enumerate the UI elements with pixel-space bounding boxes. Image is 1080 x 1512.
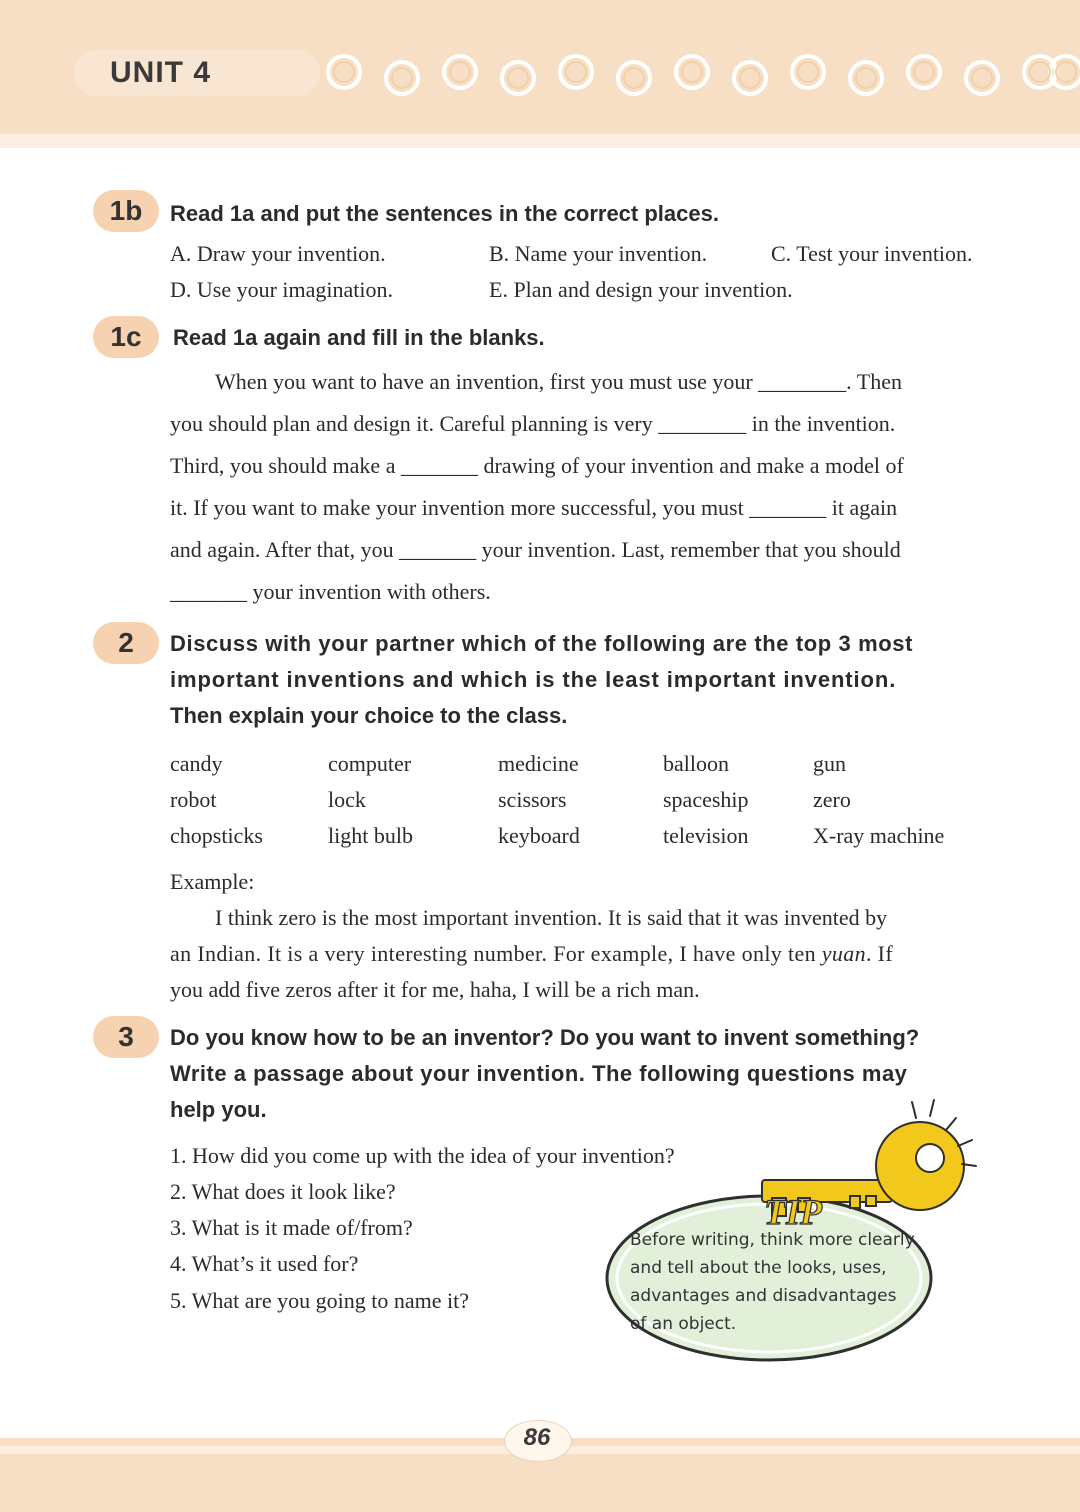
option-e: E. Plan and design your invention. [489, 277, 793, 302]
key-icon [752, 1096, 982, 1236]
question-item: 2. What does it look like? [170, 1179, 396, 1204]
word-item: scissors [498, 787, 567, 812]
word-item: spaceship [663, 787, 749, 812]
fill-blank-line: Third, you should make a _______ drawing of your invention and make a model of [170, 453, 904, 478]
example-line: an Indian. It is a very interesting number. For example, I have only ten yuan. If [170, 941, 894, 966]
question-item: 1. How did you come up with the idea of your invention? [170, 1143, 675, 1168]
question-item: 5. What are you going to name it? [170, 1288, 469, 1313]
word-item: balloon [663, 751, 729, 776]
example-line: you add five zeros after it for me, haha, I will be a rich man. [170, 977, 700, 1002]
section-1c-heading: Read 1a again and fill in the blanks. [173, 325, 545, 350]
word-item: X-ray machine [813, 823, 945, 848]
section-badge-2: 2 [93, 622, 159, 664]
header-strip [0, 134, 1080, 148]
section-3-heading-line: help you. [170, 1097, 267, 1122]
tip-label: TIP [764, 1192, 822, 1232]
tip-line: of an object. [630, 1314, 737, 1334]
tip-line: and tell about the looks, uses, [630, 1258, 887, 1278]
word-item: chopsticks [170, 823, 263, 848]
decorative-rings [322, 50, 1080, 100]
section-3-heading-line: Write a passage about your invention. The following questions may [170, 1061, 908, 1086]
fill-blank-line: When you want to have an invention, first you must use your ________. Then [215, 369, 902, 394]
fill-blank-line: you should plan and design it. Careful planning is very ________ in the invention. [170, 411, 896, 436]
option-a: A. Draw your invention. [170, 241, 386, 266]
word-item: television [663, 823, 749, 848]
word-item: keyboard [498, 823, 580, 848]
option-c: C. Test your invention. [771, 241, 973, 266]
fill-blank-line: and again. After that, you _______ your invention. Last, remember that you should [170, 537, 901, 562]
tip-line: advantages and disadvantages [630, 1286, 897, 1306]
word-item: light bulb [328, 823, 413, 848]
word-item: medicine [498, 751, 579, 776]
section-2-heading-line: important inventions and which is the least important invention. [170, 667, 897, 692]
section-badge-1b: 1b [93, 190, 159, 232]
option-b: B. Name your invention. [489, 241, 708, 266]
example-line: I think zero is the most important invention. It is said that it was invented by [215, 905, 888, 930]
word-item: lock [328, 787, 366, 812]
page-number: 86 [523, 1424, 551, 1451]
word-item: gun [813, 751, 846, 776]
question-item: 4. What’s it used for? [170, 1251, 359, 1276]
word-item: computer [328, 751, 412, 776]
section-badge-3: 3 [93, 1016, 159, 1058]
option-d: D. Use your imagination. [170, 277, 394, 302]
word-item: robot [170, 787, 217, 812]
section-2-heading-line: Discuss with your partner which of the following are the top 3 most [170, 631, 914, 656]
unit-title: UNIT 4 [110, 56, 212, 89]
section-badge-1c: 1c [93, 316, 159, 358]
word-item: zero [813, 787, 851, 812]
word-item: candy [170, 751, 223, 776]
question-item: 3. What is it made of/from? [170, 1215, 413, 1240]
fill-blank-line: _______ your invention with others. [170, 579, 491, 604]
tip-line: Before writing, think more clearly [630, 1230, 915, 1250]
section-3-heading-line: Do you know how to be an inventor? Do you want to invent something? [170, 1025, 920, 1050]
section-2-heading-line: Then explain your choice to the class. [170, 703, 568, 728]
section-1b-heading: Read 1a and put the sentences in the correct places. [170, 201, 719, 226]
fill-blank-line: it. If you want to make your invention more successful, you must _______ it again [170, 495, 898, 520]
tip-text [630, 1226, 920, 1338]
example-label: Example: [170, 869, 255, 894]
